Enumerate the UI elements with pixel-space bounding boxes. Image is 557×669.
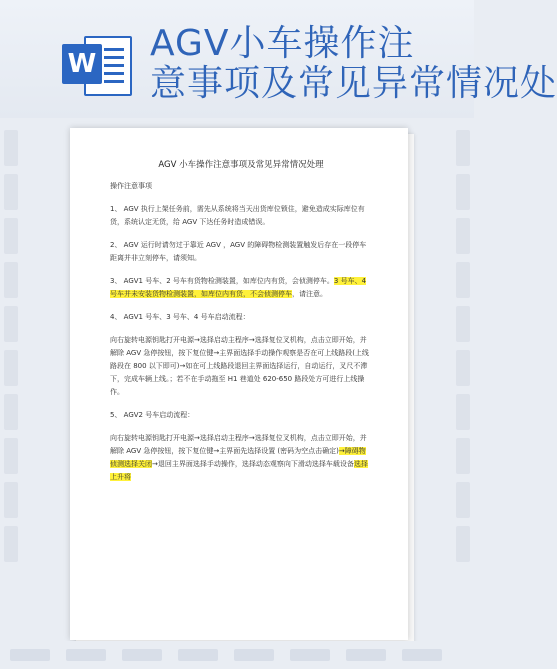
paragraph-1: 1、 AGV 执行上架任务前，需先从系统将当天出货库位锁住，避免造成实际库位有货，系统认定无货，给 AGV 下达任务时造成错误。 [110,205,365,226]
paragraph-7-text: 向右旋转电源钥匙打开电源→选择启动主程序→选择复位叉机构，点击立即开始，并解除 AGV 急停按钮，按下复位键→主界面先选择设置 (密码为空点击确定) [110,434,367,455]
left-watermark [4,130,18,630]
highlight-car3: 3 号车、 [333,277,362,285]
highlight-car4: 4 号车并未安装货物检测装置，如库位内有货，不会侦测停车 [110,277,367,298]
bottom-watermark [0,641,474,669]
highlight-raise: 选择上升将 [110,460,368,481]
paragraph-7-mid: →退回主界面选择手动操作，选择动态观察向下滑动选择车载设备 [152,460,354,468]
paragraph-3-text: 3、 AGV1 号车、2 号车有货物检测装置，如库位内有货，会侦测停车。 [110,277,334,285]
header-title-line2: 意事项及常见异常情况处 [150,63,557,104]
word-document-icon [62,32,132,96]
right-watermark [456,130,470,630]
header-title-line1: AGV小车操作注 [150,23,415,64]
document-body [110,158,372,494]
paragraph-3-tail: ，请注意。 [292,290,327,298]
paragraph-3 [110,275,372,301]
word-badge: W [62,44,102,84]
highlight-obstacle-off: →障碍物侦测选择关闭 [110,447,366,468]
document-title: AGV 小车操作注意事项及常见异常情况处理 [158,160,324,170]
document-page [70,128,408,640]
paragraph-7 [110,432,372,484]
paragraph-6: 5、 AGV2 号车启动流程： [110,411,195,419]
paragraph-4: 4、 AGV1 号车、3 号车、4 号车启动流程： [110,313,250,321]
paragraph-5: 向右旋转电源钥匙打开电源→选择启动主程序→选择复位叉机构，点击立即开始，并解除 AGV 急停按钮，按下复位键→主界面选择手动操作观察是否在可上线路段(上线路段在 800 以下即可)→如在可上线路段退回主界面选择运行，自动运行，叉尺不滞下，完成车辆上线。；若不在手动拖至 H1 巷道处 620-650 路段处方可进行上线操作。 [110,336,369,396]
paragraph-2: 2、 AGV 运行时请勿过于靠近 AGV ，AGV 的障碍物检测装置触发后存在一段停车距离并非立刻停车，请须知。 [110,241,367,262]
header-banner [0,0,557,118]
section-heading: 操作注意事项 [110,182,152,190]
